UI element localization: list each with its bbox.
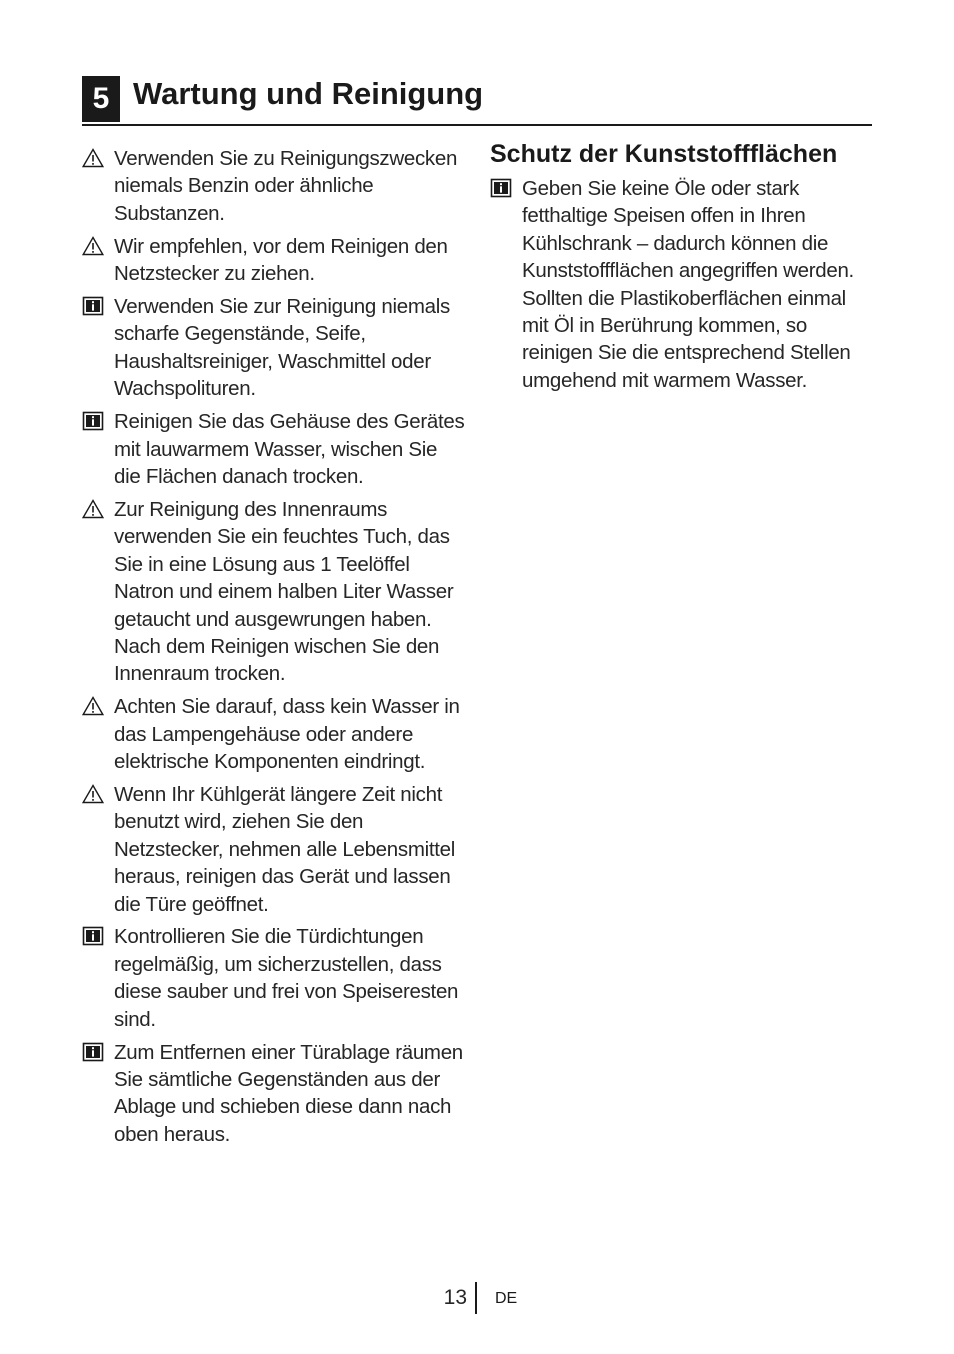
info-icon [82, 296, 104, 316]
info-icon [82, 926, 104, 946]
list-item-text: Verwenden Sie zu Reinigungszwecken niemals Benzin oder ähnliche Substanzen. [114, 147, 458, 225]
list-item-text: Reinigen Sie das Gehäuse des Gerätes mit lauwarmem Wasser, wischen Sie die Flächen danach trocken. [114, 410, 465, 488]
info-icon [82, 411, 104, 431]
page-footer [0, 1282, 954, 1314]
footer-divider [475, 1282, 477, 1314]
right-column [490, 137, 875, 400]
list-item-text: Wir empfehlen, vor dem Reinigen den Netzstecker zu ziehen. [114, 234, 448, 286]
list-item [82, 233, 467, 288]
list-item-text: Zur Reinigung des Innenraums verwenden Sie ein feuchtes Tuch, das Sie in eine Lösung aus 1 Teelöffel Natron und einem halben Liter Wasser getaucht und ausgewrungen haben. Nach dem Reinigen wischen Sie den Innenraum trocken. [114, 497, 454, 686]
list-item [82, 781, 467, 918]
list-item [82, 923, 467, 1033]
list-item-text: Verwenden Sie zur Reinigung niemals scharfe Gegenstände, Seife, Haushaltsreiniger, Waschmittel oder Wachspolituren. [114, 295, 450, 401]
right-items [490, 175, 875, 394]
list-item [82, 293, 467, 403]
list-item [82, 496, 467, 688]
page-number: 13 [443, 1286, 467, 1309]
list-item [82, 408, 467, 490]
chapter-number-badge: 5 [82, 76, 120, 122]
info-icon [82, 1042, 104, 1062]
list-item [82, 1039, 467, 1149]
warning-icon [82, 236, 104, 256]
info-icon [490, 178, 512, 198]
list-item-text: Kontrollieren Sie die Türdichtungen regelmäßig, um sicherzustellen, dass diese sauber und frei von Speiseresten sind. [114, 925, 459, 1031]
warning-icon [82, 696, 104, 716]
list-item-text: Achten Sie darauf, dass kein Wasser in das Lampengehäuse oder andere elektrische Komponenten eindringt. [114, 695, 460, 774]
chapter-header [82, 74, 872, 126]
list-item [82, 693, 467, 775]
language-code: DE [495, 1290, 518, 1307]
warning-icon [82, 499, 104, 519]
chapter-title: Wartung und Reinigung [133, 76, 484, 111]
section-title: Schutz der Kunststoffflächen [490, 140, 838, 168]
list-item-text: Zum Entfernen einer Türablage räumen Sie sämtliche Gegenständen aus der Ablage und schieben diese dann nach oben heraus. [114, 1040, 463, 1146]
list-item [490, 175, 875, 394]
list-item-text: Wenn Ihr Kühlgerät längere Zeit nicht benutzt wird, ziehen Sie den Netzstecker, nehmen alle Lebensmittel heraus, reinigen das Gerät und lassen die Türe geöffnet. [114, 782, 456, 916]
warning-icon [82, 784, 104, 804]
left-column [82, 145, 467, 1154]
list-item-text: Geben Sie keine Öle oder stark fetthaltige Speisen offen in Ihren Kühlschrank – dadurch können die Kunststoffflächen angegriffen werden. Sollten die Plastikoberflächen einmal mit Öl in Berührung kommen, so reinigen Sie die entsprechend Stellen umgehend mit warmem Wasser. [522, 177, 854, 392]
list-item [82, 145, 467, 227]
warning-icon [82, 148, 104, 168]
